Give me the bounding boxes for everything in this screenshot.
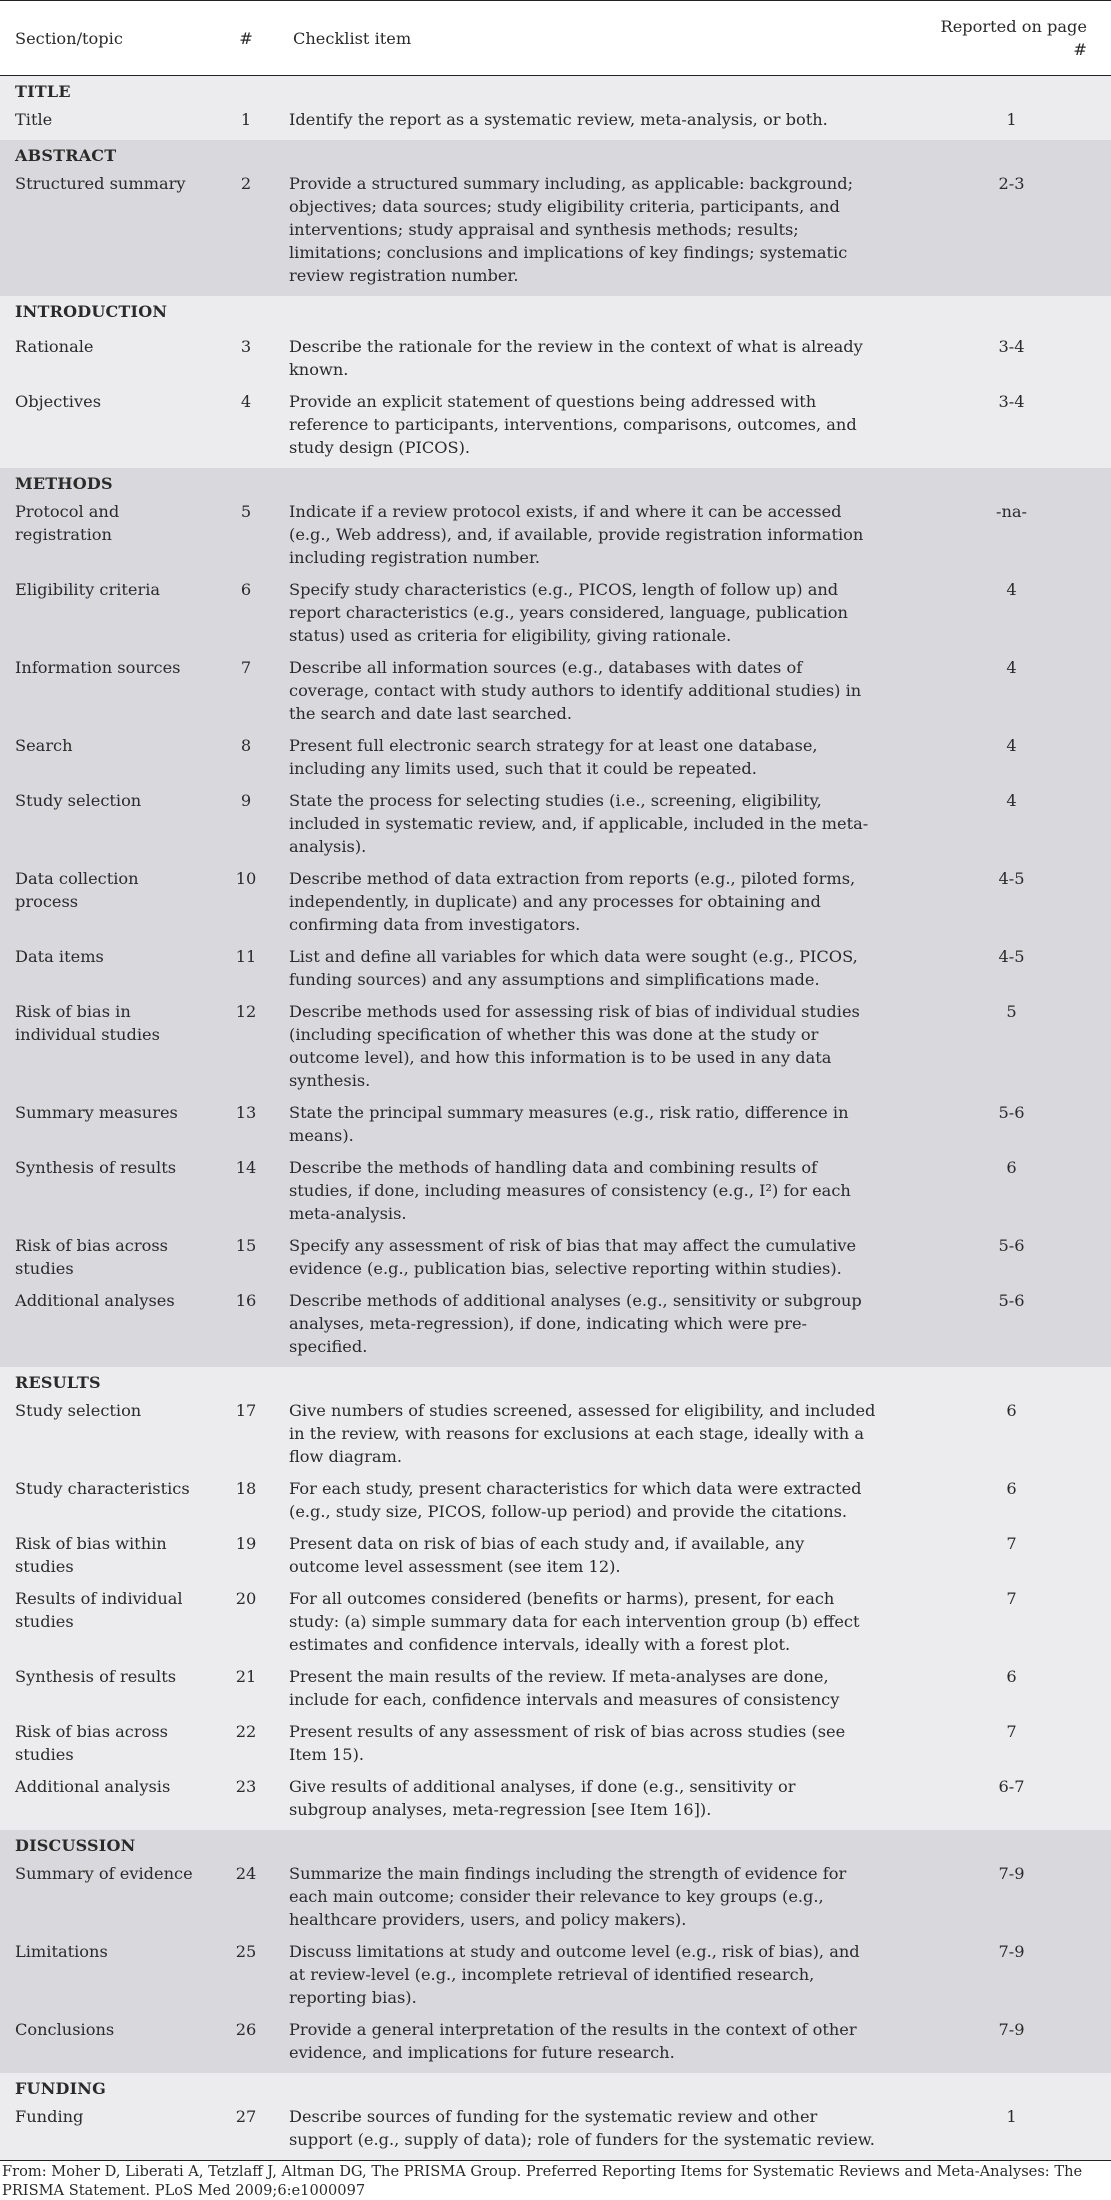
- table-row: [0, 656, 1111, 734]
- table-row: [0, 1720, 1111, 1775]
- row-number: 5: [240, 502, 252, 521]
- row-topic: Search: [15, 736, 73, 755]
- row-checklist-item: State the process for selecting studies (i.e., screening, eligibility, included in systematic review, and, if applicable, included in the meta-analysis).: [289, 791, 869, 856]
- row-checklist-item: Provide an explicit statement of questions being addressed with reference to participants, interventions, comparisons, outcomes, and study design (PICOS).: [289, 392, 857, 457]
- row-checklist-item: Provide a structured summary including, as applicable: background; objectives; data sources; study eligibility criteria, participants, and interventions; study appraisal and synthesis methods; results; limitations; conclusions and implications of key findings; systematic review registration number.: [289, 174, 854, 285]
- row-number: 4: [240, 392, 252, 411]
- row-topic: Summary measures: [15, 1103, 178, 1122]
- row-topic: Information sources: [15, 658, 181, 677]
- row-reported-page: 4: [1006, 580, 1017, 599]
- row-checklist-item: Discuss limitations at study and outcome level (e.g., risk of bias), and at review-level (e.g., incomplete retrieval of identified research, reporting bias).: [289, 1942, 860, 2007]
- section-heading-row: [0, 1830, 1111, 1862]
- row-topic: Data items: [15, 947, 104, 966]
- table-row: [0, 172, 1111, 296]
- section-discussion: [0, 1830, 1111, 2073]
- row-checklist-item: Describe methods used for assessing risk of bias of individual studies (including specification of whether this was done at the study or outcome level), and how this information is to be used in any data synthesis.: [289, 1002, 860, 1090]
- row-reported-page: 6: [1006, 1479, 1017, 1498]
- row-checklist-item: Specify any assessment of risk of bias that may affect the cumulative evidence (e.g., publication bias, selective reporting within studies).: [289, 1236, 857, 1278]
- row-number: 16: [235, 1291, 257, 1310]
- table-row: [0, 1775, 1111, 1830]
- row-reported-page: 3-4: [998, 337, 1025, 356]
- row-number: 11: [235, 947, 257, 966]
- row-checklist-item: For all outcomes considered (benefits or harms), present, for each study: (a) simple summary data for each intervention group (b) effect estimates and confidence intervals, ideally with a forest plot.: [289, 1589, 860, 1654]
- table-row: [0, 734, 1111, 789]
- row-reported-page: 5: [1006, 1002, 1017, 1021]
- table-row: [0, 108, 1111, 140]
- section-heading-row: [0, 2073, 1111, 2105]
- row-checklist-item: Present full electronic search strategy for at least one database, including any limits used, such that it could be repeated.: [289, 736, 818, 778]
- row-topic: Synthesis of results: [15, 1667, 177, 1686]
- row-number: 3: [240, 337, 252, 356]
- table-row: [0, 945, 1111, 1000]
- row-topic: Risk of bias across studies: [15, 1236, 168, 1278]
- row-checklist-item: Give results of additional analyses, if done (e.g., sensitivity or subgroup analyses, meta-regression [see Item 16]).: [289, 1777, 796, 1819]
- row-reported-page: 7: [1006, 1722, 1017, 1741]
- header-checklist-item: Checklist item: [278, 1, 918, 76]
- row-topic: Risk of bias within studies: [15, 1534, 167, 1576]
- row-reported-page: 6: [1006, 1667, 1017, 1686]
- row-reported-page: 4: [1006, 658, 1017, 677]
- row-checklist-item: Describe method of data extraction from reports (e.g., piloted forms, independently, in duplicate) and any processes for obtaining and confirming data from investigators.: [289, 869, 856, 934]
- row-checklist-item: Describe the rationale for the review in the context of what is already known.: [289, 337, 863, 379]
- table-row: [0, 1940, 1111, 2018]
- section-heading: ABSTRACT: [15, 146, 117, 165]
- section-results: [0, 1367, 1111, 1830]
- table-row: [0, 1477, 1111, 1532]
- table-row: [0, 2105, 1111, 2160]
- table-row: [0, 867, 1111, 945]
- row-topic: Results of individual studies: [15, 1589, 183, 1631]
- section-funding: [0, 2073, 1111, 2160]
- row-reported-page: 7-9: [998, 1864, 1025, 1883]
- row-topic: Study characteristics: [15, 1479, 190, 1498]
- section-heading-row: [0, 140, 1111, 172]
- section-heading-row: [0, 76, 1111, 109]
- table-row: [0, 1399, 1111, 1477]
- row-number: 19: [235, 1534, 257, 1553]
- section-heading: INTRODUCTION: [15, 302, 168, 321]
- row-topic: Risk of bias in individual studies: [15, 1002, 160, 1044]
- table-row: [0, 500, 1111, 578]
- table-row: [0, 1665, 1111, 1720]
- row-reported-page: 7: [1006, 1589, 1017, 1608]
- row-reported-page: 6: [1006, 1401, 1017, 1420]
- row-checklist-item: Describe methods of additional analyses (e.g., sensitivity or subgroup analyses, meta-regression), if done, indicating which were pre-specified.: [289, 1291, 862, 1356]
- table-row: [0, 1862, 1111, 1940]
- source-citation: From: Moher D, Liberati A, Tetzlaff J, Altman DG, The PRISMA Group. Preferred Reporting Items for Systematic Reviews and Meta-Analyses: The PRISMA Statement. PLoS Med 2009;6:e1000097: [0, 2160, 1111, 2200]
- row-reported-page: 2-3: [998, 174, 1025, 193]
- row-checklist-item: Present data on risk of bias of each study and, if available, any outcome level assessment (see item 12).: [289, 1534, 805, 1576]
- row-reported-page: 4-5: [998, 869, 1025, 888]
- header-row: [0, 1, 1111, 76]
- table-row: [0, 1000, 1111, 1101]
- row-number: 12: [235, 1002, 257, 1021]
- row-checklist-item: Describe all information sources (e.g., databases with dates of coverage, contact with study authors to identify additional studies) in the search and date last searched.: [289, 658, 862, 723]
- row-number: 6: [240, 580, 252, 599]
- row-topic: Study selection: [15, 1401, 142, 1420]
- row-checklist-item: Describe sources of funding for the systematic review and other support (e.g., supply of data); role of funders for the systematic review.: [289, 2107, 875, 2149]
- row-number: 8: [240, 736, 252, 755]
- row-number: 25: [235, 1942, 257, 1961]
- row-checklist-item: List and define all variables for which data were sought (e.g., PICOS, funding sources) and any assumptions and simplifications made.: [289, 947, 858, 989]
- table-row: [0, 1587, 1111, 1665]
- row-topic: Additional analyses: [15, 1291, 175, 1310]
- row-topic: Eligibility criteria: [15, 580, 161, 599]
- row-number: 23: [235, 1777, 257, 1796]
- section-heading-row: [0, 296, 1111, 335]
- row-number: 22: [235, 1722, 257, 1741]
- section-introduction: [0, 296, 1111, 468]
- row-number: 10: [235, 869, 257, 888]
- row-topic: Rationale: [15, 337, 94, 356]
- row-topic: Study selection: [15, 791, 142, 810]
- row-checklist-item: Identify the report as a systematic review, meta-analysis, or both.: [289, 110, 828, 129]
- row-reported-page: 5-6: [998, 1103, 1025, 1122]
- table-row: [0, 1234, 1111, 1289]
- table-row: [0, 390, 1111, 468]
- row-number: 13: [235, 1103, 257, 1122]
- row-reported-page: 5-6: [998, 1236, 1025, 1255]
- row-topic: Risk of bias across studies: [15, 1722, 168, 1764]
- row-reported-page: 3-4: [998, 392, 1025, 411]
- row-reported-page: 7-9: [998, 2020, 1025, 2039]
- section-abstract: [0, 140, 1111, 296]
- row-topic: Limitations: [15, 1942, 108, 1961]
- row-number: 1: [240, 110, 252, 129]
- row-reported-page: 7: [1006, 1534, 1017, 1553]
- table-row: [0, 789, 1111, 867]
- section-methods: [0, 468, 1111, 1367]
- row-topic: Objectives: [15, 392, 102, 411]
- row-topic: Structured summary: [15, 174, 186, 193]
- row-reported-page: 7-9: [998, 1942, 1025, 1961]
- row-number: 20: [235, 1589, 257, 1608]
- table-row: [0, 1156, 1111, 1234]
- row-topic: Additional analysis: [15, 1777, 171, 1796]
- row-topic: Conclusions: [15, 2020, 115, 2039]
- row-number: 14: [235, 1158, 257, 1177]
- row-number: 18: [235, 1479, 257, 1498]
- section-heading: FUNDING: [15, 2079, 106, 2098]
- row-checklist-item: Indicate if a review protocol exists, if and where it can be accessed (e.g., Web address), and, if available, provide registration information including registration number.: [289, 502, 864, 567]
- row-topic: Title: [15, 110, 53, 129]
- row-reported-page: 4: [1006, 736, 1017, 755]
- row-checklist-item: Describe the methods of handling data and combining results of studies, if done, including measures of consistency (e.g., I²) for each meta-analysis.: [289, 1158, 851, 1223]
- table-row: [0, 578, 1111, 656]
- row-topic: Protocol and registration: [15, 502, 120, 544]
- row-number: 26: [235, 2020, 257, 2039]
- table-row: [0, 2018, 1111, 2073]
- row-checklist-item: Present results of any assessment of risk of bias across studies (see Item 15).: [289, 1722, 846, 1764]
- row-number: 7: [240, 658, 252, 677]
- table-row: [0, 335, 1111, 390]
- section-title: [0, 76, 1111, 141]
- row-topic: Synthesis of results: [15, 1158, 177, 1177]
- row-reported-page: -na-: [995, 502, 1027, 521]
- table-row: [0, 1289, 1111, 1367]
- row-checklist-item: Provide a general interpretation of the results in the context of other evidence, and implications for future research.: [289, 2020, 857, 2062]
- row-topic: Funding: [15, 2107, 84, 2126]
- header-reported-page: Reported on page #: [918, 1, 1111, 76]
- section-heading: TITLE: [15, 82, 71, 101]
- row-reported-page: 1: [1006, 110, 1017, 129]
- section-heading-row: [0, 468, 1111, 500]
- row-checklist-item: Specify study characteristics (e.g., PICOS, length of follow up) and report characteristics (e.g., years considered, language, publication status) used as criteria for eligibility, giving rationale.: [289, 580, 848, 645]
- row-checklist-item: State the principal summary measures (e.g., risk ratio, difference in means).: [289, 1103, 849, 1145]
- row-number: 17: [235, 1401, 257, 1420]
- row-checklist-item: For each study, present characteristics for which data were extracted (e.g., study size, PICOS, follow-up period) and provide the citations.: [289, 1479, 862, 1521]
- header-topic: Section/topic: [0, 1, 214, 76]
- row-topic: Data collection process: [15, 869, 139, 911]
- row-reported-page: 6-7: [998, 1777, 1025, 1796]
- section-heading: DISCUSSION: [15, 1836, 136, 1855]
- row-number: 27: [235, 2107, 257, 2126]
- row-checklist-item: Summarize the main findings including the strength of evidence for each main outcome; consider their relevance to key groups (e.g., healthcare providers, users, and policy makers).: [289, 1864, 847, 1929]
- row-number: 2: [240, 174, 252, 193]
- row-topic: Summary of evidence: [15, 1864, 193, 1883]
- row-checklist-item: Give numbers of studies screened, assessed for eligibility, and included in the review, with reasons for exclusions at each stage, ideally with a flow diagram.: [289, 1401, 876, 1466]
- row-reported-page: 4: [1006, 791, 1017, 810]
- row-number: 24: [235, 1864, 257, 1883]
- section-heading: METHODS: [15, 474, 113, 493]
- table-row: [0, 1532, 1111, 1587]
- table-row: [0, 1101, 1111, 1156]
- section-heading-row: [0, 1367, 1111, 1399]
- row-reported-page: 6: [1006, 1158, 1017, 1177]
- row-number: 21: [235, 1667, 257, 1686]
- row-number: 15: [235, 1236, 257, 1255]
- row-reported-page: 5-6: [998, 1291, 1025, 1310]
- table-header: [0, 1, 1111, 76]
- row-reported-page: 1: [1006, 2107, 1017, 2126]
- row-checklist-item: Present the main results of the review. If meta-analyses are done, include for each, confidence intervals and measures of consistency: [289, 1667, 840, 1709]
- row-number: 9: [240, 791, 252, 810]
- header-number: #: [214, 1, 278, 76]
- section-heading: RESULTS: [15, 1373, 101, 1392]
- row-reported-page: 4-5: [998, 947, 1025, 966]
